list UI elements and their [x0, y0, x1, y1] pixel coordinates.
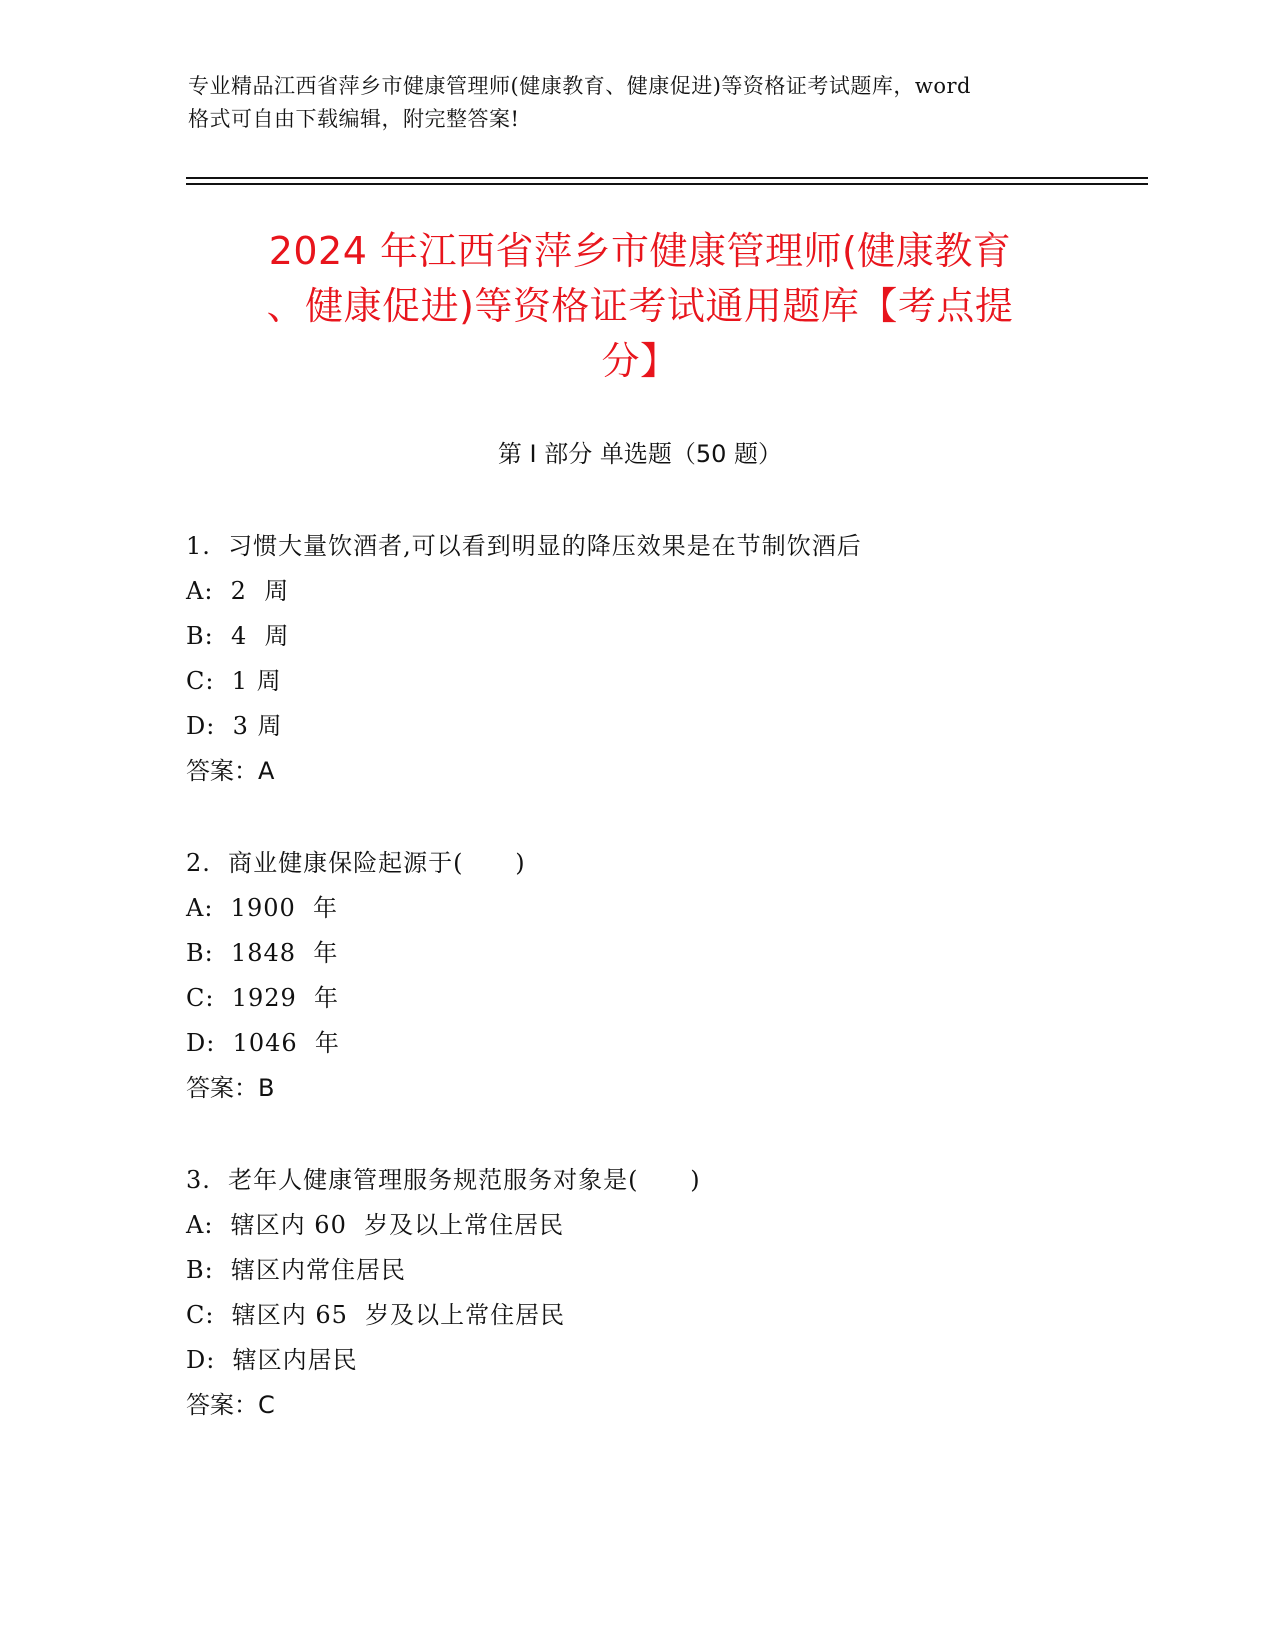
document-title [190, 224, 1090, 389]
question-1 [186, 524, 1106, 794]
option-a: A: 1900 年 [186, 894, 339, 922]
document-title-line-1: 2024 年江西省萍乡市健康管理师(健康教育 [268, 229, 1012, 273]
option-b: B: 4 周 [186, 622, 290, 650]
question-stem: 2. 商业健康保险起源于( ) [186, 849, 526, 877]
option-c: C: 1929 年 [186, 984, 340, 1012]
header-note-line-2: 格式可自由下载编辑，附完整答案! [188, 107, 520, 131]
header-divider-top [186, 177, 1148, 179]
option-a: A: 辖区内 60 岁及以上常住居民 [186, 1211, 565, 1239]
question-3 [186, 1158, 1106, 1428]
option-b: B: 1848 年 [186, 939, 339, 967]
header-divider-bottom [186, 183, 1148, 185]
answer: 答案：B [186, 1074, 275, 1102]
option-d: D: 1046 年 [186, 1029, 340, 1057]
question-stem: 3. 老年人健康管理服务规范服务对象是( ) [186, 1166, 701, 1194]
option-d: D: 3 周 [186, 712, 283, 740]
answer: 答案：C [186, 1391, 275, 1419]
document-title-line-2: 、健康促进)等资格证考试通用题库【考点提 [266, 284, 1014, 328]
option-a: A: 2 周 [186, 577, 290, 605]
document-title-line-3: 分】 [601, 339, 679, 383]
option-c: C: 辖区内 65 岁及以上常住居民 [186, 1301, 566, 1329]
question-2 [186, 841, 1106, 1111]
option-b: B: 辖区内常住居民 [186, 1256, 406, 1284]
section-title: 第 I 部分 单选题（50 题） [497, 440, 783, 468]
header-note [188, 70, 1088, 136]
option-d: D: 辖区内居民 [186, 1346, 358, 1374]
answer: 答案：A [186, 757, 275, 785]
option-c: C: 1 周 [186, 667, 282, 695]
header-note-line-1: 专业精品江西省萍乡市健康管理师(健康教育、健康促进)等资格证考试题库，word [188, 74, 971, 98]
question-stem: 1. 习惯大量饮酒者,可以看到明显的降压效果是在节制饮酒后 [186, 532, 862, 560]
